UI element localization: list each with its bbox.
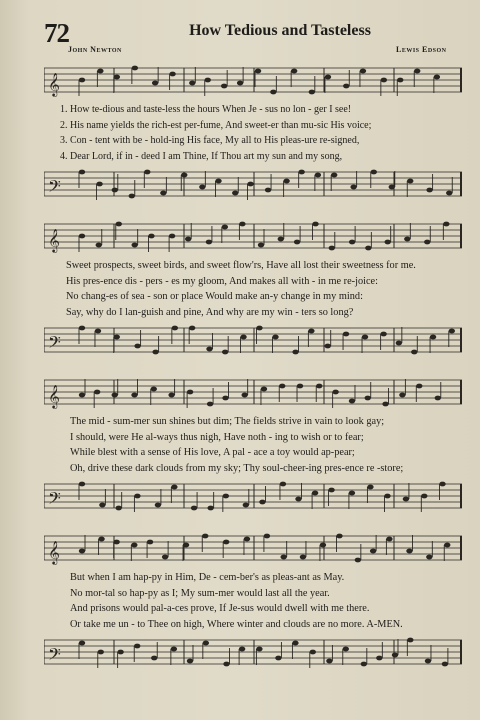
bass-staff <box>44 166 462 202</box>
note-head <box>239 222 245 227</box>
note-head <box>264 534 270 539</box>
note-head <box>131 393 137 398</box>
note-head <box>325 75 331 80</box>
note-head <box>382 402 388 407</box>
note-head <box>292 350 298 355</box>
note-head <box>79 78 85 83</box>
lyric-line: Oh, drive these dark clouds from my sky; Thy soul-cheer-ing pres-ence re -store; <box>70 462 404 474</box>
note-head <box>168 393 174 398</box>
bass-staff <box>44 634 462 670</box>
note-head <box>349 491 355 496</box>
lyric-line: No chang-es of sea - son or place Would make an-y change in my mind: <box>66 291 363 302</box>
note-head <box>370 549 376 554</box>
note-head <box>310 650 316 655</box>
bass-staff <box>44 322 462 358</box>
note-head <box>79 549 85 554</box>
note-head <box>294 240 300 245</box>
note-head <box>191 506 197 511</box>
staff-drawing <box>44 62 462 98</box>
note-head <box>256 647 262 652</box>
note-head <box>349 240 355 245</box>
note-head <box>255 69 261 74</box>
note-head <box>421 494 427 499</box>
note-head <box>95 329 101 334</box>
lyric-line: 3. Con - tent with be - hold-ing His face, My all to His pleas-ure re-signed, <box>60 135 360 146</box>
note-head <box>399 393 405 398</box>
lyricist-credit: John Newton <box>68 45 122 54</box>
note-head <box>279 384 285 389</box>
note-head <box>183 543 189 548</box>
note-head <box>425 659 431 664</box>
note-head <box>181 173 187 178</box>
clef-glyph: 𝄢 <box>48 332 61 356</box>
note-head <box>206 347 212 352</box>
note-head <box>316 384 322 389</box>
note-head <box>79 393 85 398</box>
lyric-line: 1. How te-dious and taste-less the hours When Je - sus no lon - ger I see! <box>60 104 352 115</box>
note-head <box>185 237 191 242</box>
note-head <box>355 558 361 563</box>
note-head <box>439 482 445 487</box>
lyric-line: 2. His name yields the rich-est per-fume, And sweet-er than mu-sic His voice; <box>60 119 372 131</box>
note-head <box>152 81 158 86</box>
note-head <box>148 234 154 239</box>
note-head <box>424 240 430 245</box>
note-head <box>272 335 278 340</box>
note-head <box>275 656 281 661</box>
note-head <box>259 500 265 505</box>
lyric-line: No mor-tal so hap-py as I; My sum-mer would last all the year. <box>70 587 330 599</box>
note-head <box>117 650 123 655</box>
note-head <box>147 540 153 545</box>
note-head <box>407 179 413 184</box>
treble-staff <box>44 62 462 98</box>
clef-glyph: 𝄞 <box>48 540 60 564</box>
note-head <box>407 638 413 643</box>
note-head <box>207 506 213 511</box>
note-head <box>221 84 227 89</box>
lyrics-block <box>70 570 480 632</box>
note-head <box>116 222 122 227</box>
clef-glyph: 𝄢 <box>48 488 61 512</box>
note-head <box>151 387 157 392</box>
note-head <box>134 494 140 499</box>
note-head <box>222 225 228 230</box>
note-head <box>205 78 211 83</box>
note-head <box>132 66 138 71</box>
note-head <box>155 503 161 508</box>
note-head <box>386 537 392 542</box>
note-head <box>189 326 195 331</box>
note-head <box>443 222 449 227</box>
note-head <box>446 191 452 196</box>
note-head <box>79 170 85 175</box>
note-head <box>171 647 177 652</box>
note-head <box>94 390 100 395</box>
hymn-number: 72 <box>44 18 69 48</box>
note-head <box>131 243 137 248</box>
note-head <box>384 240 390 245</box>
note-head <box>283 179 289 184</box>
note-head <box>397 78 403 83</box>
note-head <box>343 84 349 89</box>
hymn-title: How Tedious and Tasteless <box>189 22 371 39</box>
staff-drawing <box>44 530 462 566</box>
bass-staff <box>44 478 462 514</box>
note-head <box>114 335 120 340</box>
note-head <box>406 549 412 554</box>
note-head <box>329 246 335 251</box>
lyric-line: The mid - sum-mer sun shines but dim; The fields strive in vain to look gay; <box>70 416 385 427</box>
note-head <box>404 237 410 242</box>
note-head <box>414 69 420 74</box>
note-head <box>343 647 349 652</box>
note-head <box>308 329 314 334</box>
note-head <box>312 491 318 496</box>
note-head <box>362 335 368 340</box>
note-head <box>244 537 250 542</box>
clef-glyph: 𝄢 <box>48 176 61 200</box>
note-head <box>239 647 245 652</box>
note-head <box>258 243 264 248</box>
note-head <box>171 485 177 490</box>
clef-glyph: 𝄞 <box>48 228 60 252</box>
note-head <box>435 396 441 401</box>
note-head <box>131 543 137 548</box>
note-head <box>187 659 193 664</box>
lyric-line: 4. Dear Lord, if in - deed I am Thine, If Thou art my sun and my song, <box>60 150 343 162</box>
note-head <box>237 81 243 86</box>
note-head <box>361 662 367 667</box>
note-head <box>247 182 253 187</box>
note-head <box>297 384 303 389</box>
note-head <box>309 90 315 95</box>
note-head <box>223 662 229 667</box>
note-head <box>79 234 85 239</box>
note-head <box>187 390 193 395</box>
note-head <box>97 69 103 74</box>
lyric-line: Sweet prospects, sweet birds, and sweet flow'rs, Have all lost their sweetness for me. <box>66 260 416 271</box>
note-head <box>265 188 271 193</box>
note-head <box>98 537 104 542</box>
lyric-line: Say, why do I lan-guish and pine, And why are my win - ters so long? <box>66 306 354 318</box>
note-head <box>113 540 119 545</box>
note-head <box>315 173 321 178</box>
note-head <box>172 326 178 331</box>
note-head <box>144 170 150 175</box>
note-head <box>384 494 390 499</box>
note-head <box>240 335 246 340</box>
staff-drawing <box>44 478 462 514</box>
note-head <box>215 179 221 184</box>
note-head <box>134 344 140 349</box>
note-head <box>411 350 417 355</box>
note-head <box>371 170 377 175</box>
note-head <box>430 335 436 340</box>
note-head <box>152 350 158 355</box>
note-head <box>112 188 118 193</box>
note-head <box>112 393 118 398</box>
note-head <box>160 191 166 196</box>
note-head <box>151 656 157 661</box>
note-head <box>392 653 398 658</box>
note-head <box>96 243 102 248</box>
note-head <box>444 543 450 548</box>
note-head <box>367 485 373 490</box>
note-head <box>232 191 238 196</box>
note-head <box>189 81 195 86</box>
note-head <box>169 234 175 239</box>
lyric-line: And prisons would pal-a-ces prove, If Je-sus would dwell with me there. <box>70 603 370 614</box>
note-head <box>207 402 213 407</box>
note-head <box>129 194 135 199</box>
lyric-line: But when I am hap-py in Him, De - cem-ber's as pleas-ant as May. <box>70 572 345 583</box>
note-head <box>332 390 338 395</box>
note-head <box>449 329 455 334</box>
note-head <box>434 75 440 80</box>
note-head <box>222 350 228 355</box>
clef-glyph: 𝄞 <box>48 384 60 408</box>
note-head <box>79 641 85 646</box>
staff-drawing <box>44 634 462 670</box>
note-head <box>396 341 402 346</box>
note-head <box>98 650 104 655</box>
note-head <box>331 173 337 178</box>
note-head <box>349 399 355 404</box>
note-head <box>320 543 326 548</box>
staff-drawing <box>44 166 462 202</box>
note-head <box>223 540 229 545</box>
staff-drawing <box>44 218 462 254</box>
note-head <box>328 488 334 493</box>
note-head <box>96 182 102 187</box>
note-head <box>261 387 267 392</box>
note-head <box>325 344 331 349</box>
treble-staff <box>44 530 462 566</box>
clef-glyph: 𝄢 <box>48 644 61 668</box>
lyrics-block <box>66 258 480 320</box>
note-head <box>270 90 276 95</box>
note-head <box>295 497 301 502</box>
note-head <box>380 332 386 337</box>
note-head <box>365 396 371 401</box>
note-head <box>292 641 298 646</box>
staff-drawing <box>44 322 462 358</box>
treble-staff <box>44 374 462 410</box>
note-head <box>99 503 105 508</box>
note-head <box>278 237 284 242</box>
note-head <box>280 482 286 487</box>
note-head <box>203 641 209 646</box>
note-head <box>298 170 304 175</box>
note-head <box>162 555 168 560</box>
staff-drawing <box>44 374 462 410</box>
note-head <box>403 497 409 502</box>
clef-glyph: 𝄞 <box>48 72 60 96</box>
note-head <box>291 69 297 74</box>
treble-staff <box>44 218 462 254</box>
note-head <box>336 534 342 539</box>
note-head <box>326 659 332 664</box>
lyric-line: His pres-ence dis - pers - es my gloom, And makes all with - in me re-joice: <box>66 275 378 287</box>
composer-credit: Lewis Edson <box>396 45 447 54</box>
note-head <box>222 396 228 401</box>
lyrics-block <box>70 414 480 476</box>
note-head <box>376 656 382 661</box>
lyrics-block <box>60 102 480 164</box>
note-head <box>256 326 262 331</box>
note-head <box>300 555 306 560</box>
note-head <box>426 188 432 193</box>
note-head <box>426 555 432 560</box>
note-head <box>223 494 229 499</box>
note-head <box>243 503 249 508</box>
lyric-line: While blest with a sense of His love, A pal - ace a toy would ap-pear; <box>70 447 355 458</box>
note-head <box>134 644 140 649</box>
note-head <box>199 185 205 190</box>
note-head <box>381 78 387 83</box>
note-head <box>241 393 247 398</box>
note-head <box>114 75 120 80</box>
note-head <box>312 222 318 227</box>
note-head <box>280 555 286 560</box>
note-head <box>360 69 366 74</box>
note-head <box>115 506 121 511</box>
note-head <box>442 662 448 667</box>
note-head <box>365 246 371 251</box>
note-head <box>169 72 175 77</box>
note-head <box>206 240 212 245</box>
lyric-line: Or take me un - to Thee on high, Where winter and clouds are no more. A-MEN. <box>70 618 403 630</box>
note-head <box>79 482 85 487</box>
note-head <box>416 384 422 389</box>
note-head <box>350 185 356 190</box>
note-head <box>343 332 349 337</box>
note-head <box>389 185 395 190</box>
lyric-line: I should, were He al-ways thus nigh, Have noth - ing to wish or to fear; <box>70 431 364 443</box>
note-head <box>202 534 208 539</box>
note-head <box>79 326 85 331</box>
